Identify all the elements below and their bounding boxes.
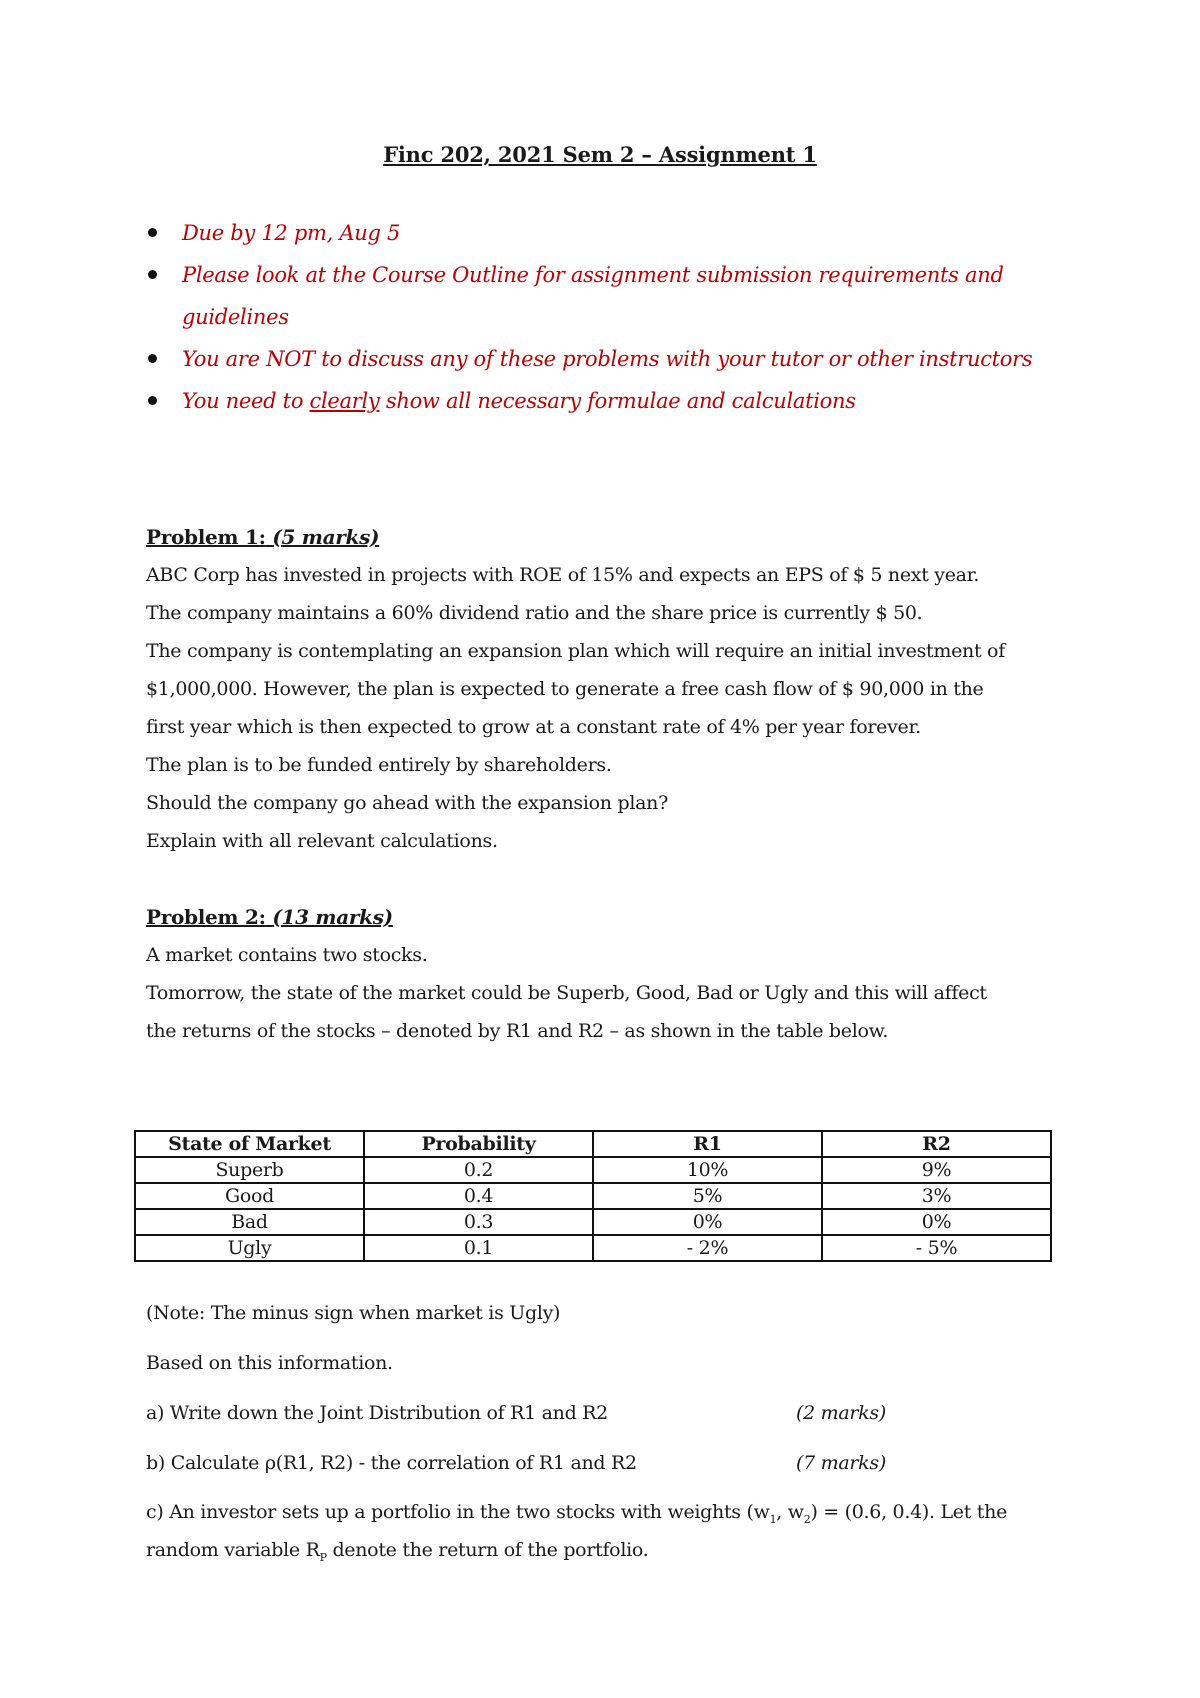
bullet-icon [148, 396, 157, 405]
table-cell: 10% [593, 1157, 822, 1183]
bullet-icon [148, 228, 157, 237]
problem-1-line: Explain with all relevant calculations. [146, 830, 498, 852]
problem-1-line: The company maintains a 60% dividend ratio and the share price is currently $ 50. [146, 602, 923, 624]
question-c-text: random variable R [146, 1538, 320, 1561]
table-cell: 0% [593, 1209, 822, 1235]
problem-2-heading [146, 898, 1066, 936]
table-row [135, 1157, 1051, 1183]
document-title: Finc 202, 2021 Sem 2 – Assignment 1 [383, 142, 817, 167]
instruction-item [146, 254, 1066, 338]
table-cell: - 5% [822, 1235, 1051, 1261]
question-b-marks: (7 marks) [796, 1452, 886, 1474]
table-cell: Good [135, 1183, 364, 1209]
problem-1-marks: (5 marks) [272, 525, 380, 549]
question-c-line-1 [146, 1497, 1066, 1535]
instruction-text-pre: You need to [182, 389, 310, 413]
problem-2-line: A market contains two stocks. [146, 944, 428, 966]
instruction-list [146, 212, 1066, 422]
instruction-item [146, 212, 1066, 254]
bullet-icon [148, 270, 157, 279]
instruction-text-post: show all necessary formulae and calculations [379, 389, 856, 413]
problem-1-line: The plan is to be funded entirely by shareholders. [146, 754, 612, 776]
instruction-text: Please look at the Course Outline for assignment submission requirements and guidelines [182, 263, 1004, 329]
question-c-text: ) = (0.6, 0.4). Let the [810, 1501, 1008, 1523]
table-note: (Note: The minus sign when market is Ugly) [146, 1302, 561, 1324]
table-cell: 0% [822, 1209, 1051, 1235]
instruction-underlined: clearly [309, 389, 380, 413]
table-header-cell: R2 [822, 1131, 1051, 1157]
problem-1-line: Should the company go ahead with the expansion plan? [146, 792, 668, 814]
subscript: P [319, 1550, 327, 1564]
problem-2 [146, 898, 1066, 1050]
table-row [135, 1183, 1051, 1209]
table-cell: 0.2 [364, 1157, 593, 1183]
table-header-cell: Probability [364, 1131, 593, 1157]
question-c-text: c) An investor sets up a portfolio in the two stocks with weights (w [146, 1501, 770, 1523]
problem-1-line: ABC Corp has invested in projects with ROE of 15% and expects an EPS of $ 5 next year. [146, 564, 980, 586]
question-c-line-2 [146, 1535, 1066, 1573]
question-b [146, 1452, 1066, 1474]
problem-1 [146, 518, 1066, 860]
problem-2-label: Problem 2: [146, 905, 266, 929]
instruction-text: Due by 12 pm, Aug 5 [182, 221, 401, 245]
table-header-row [135, 1131, 1051, 1157]
instruction-item [146, 380, 1066, 422]
returns-table [134, 1130, 1052, 1262]
table-cell: 0.3 [364, 1209, 593, 1235]
problem-1-line: $1,000,000. However, the plan is expected to generate a free cash flow of $ 90,000 in the [146, 678, 984, 700]
subscript: 2 [803, 1512, 811, 1526]
table-cell: 5% [593, 1183, 822, 1209]
table-cell: 0.1 [364, 1235, 593, 1261]
subscript: 1 [769, 1512, 777, 1526]
problem-1-line: The company is contemplating an expansion plan which will require an initial investment of [146, 640, 1005, 662]
table-cell: Ugly [135, 1235, 364, 1261]
problem-2-line: the returns of the stocks – denoted by R1 and R2 – as shown in the table below. [146, 1020, 889, 1042]
table-cell: Bad [135, 1209, 364, 1235]
problem-1-label: Problem 1: [146, 525, 266, 549]
table-cell: 9% [822, 1157, 1051, 1183]
table-cell: 3% [822, 1183, 1051, 1209]
instruction-item [146, 338, 1066, 380]
table-cell: Superb [135, 1157, 364, 1183]
question-c [146, 1497, 1066, 1573]
bullet-icon [148, 354, 157, 363]
table-row [135, 1209, 1051, 1235]
instruction-text: You are NOT to discuss any of these problems with your tutor or other instructors [182, 347, 1033, 371]
question-a [146, 1402, 1066, 1424]
question-b-text: b) Calculate ρ(R1, R2) - the correlation of R1 and R2 [146, 1452, 637, 1474]
problem-1-line: first year which is then expected to grow at a constant rate of 4% per year forever. [146, 716, 921, 738]
problem-1-heading [146, 518, 1066, 556]
table-row [135, 1235, 1051, 1261]
question-a-text: a) Write down the Joint Distribution of R1 and R2 [146, 1402, 608, 1424]
question-c-text: , w [776, 1501, 804, 1523]
table-header-cell: R1 [593, 1131, 822, 1157]
table-header-cell: State of Market [135, 1131, 364, 1157]
question-c-text: denote the return of the portfolio. [326, 1538, 649, 1561]
problem-2-marks: (13 marks) [272, 905, 393, 929]
problem-2-line: Tomorrow, the state of the market could be Superb, Good, Bad or Ugly and this will affect [146, 982, 987, 1004]
table-cell: 0.4 [364, 1183, 593, 1209]
based-on-text: Based on this information. [146, 1352, 393, 1374]
question-a-marks: (2 marks) [796, 1402, 886, 1424]
table-cell: - 2% [593, 1235, 822, 1261]
